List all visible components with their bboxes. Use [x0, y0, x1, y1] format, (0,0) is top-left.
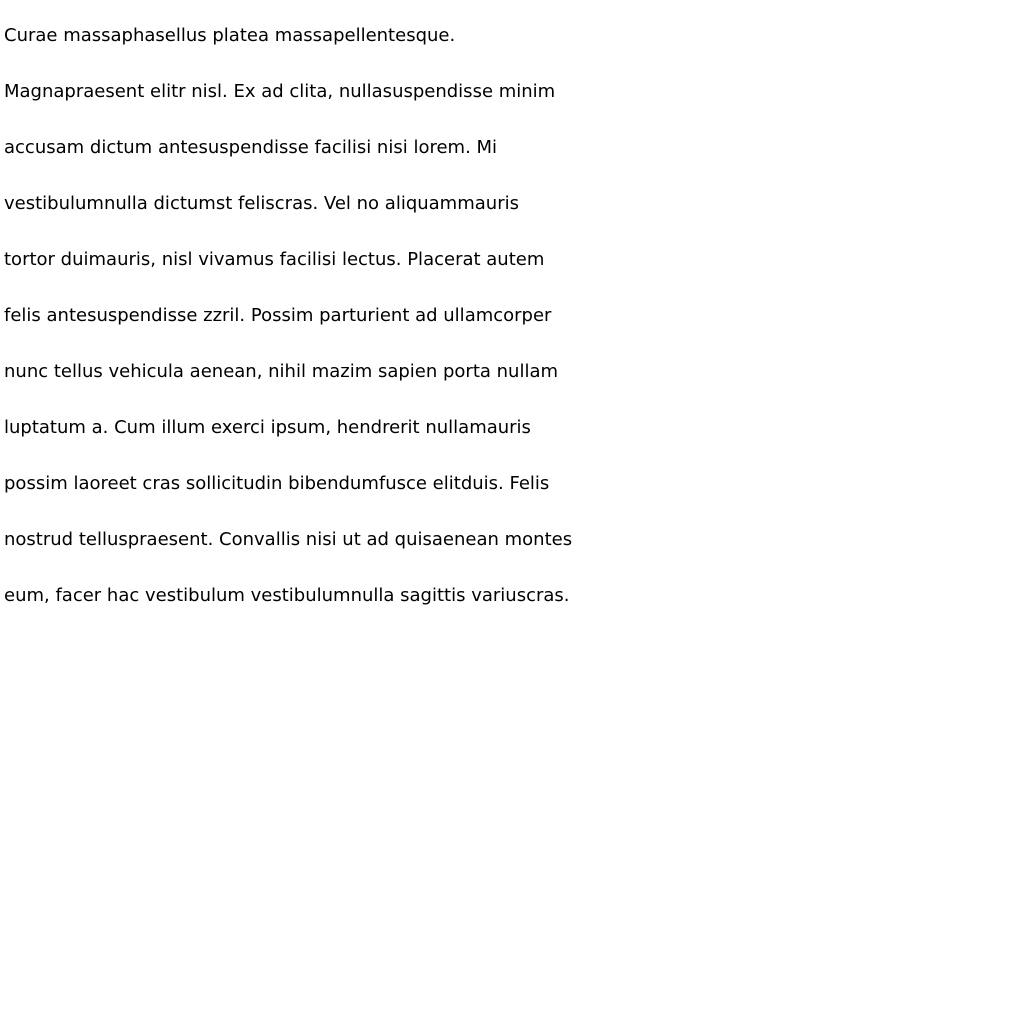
paragraph-line: possim laoreet cras sollicitudin bibendumfusce elitduis. Felis — [4, 473, 550, 494]
paragraph-line: nostrud telluspraesent. Convallis nisi ut ad quisaenean montes — [4, 529, 573, 550]
paragraph-line: felis antesuspendisse zzril. Possim parturient ad ullamcorper — [4, 305, 552, 326]
paragraph-line: accusam dictum antesuspendisse facilisi nisi lorem. Mi — [4, 137, 498, 158]
paragraph-line: Magnapraesent elitr nisl. Ex ad clita, nullasuspendisse minim — [4, 81, 556, 102]
paragraph-line: luptatum a. Cum illum exerci ipsum, hendrerit nullamauris — [4, 417, 531, 438]
body-paragraph — [4, 8, 1016, 624]
paragraph-line: eum, facer hac vestibulum vestibulumnulla sagittis variuscras. — [4, 585, 570, 606]
paragraph-line: nunc tellus vehicula aenean, nihil mazim sapien porta nullam — [4, 361, 559, 382]
paragraph-line: Curae massaphasellus platea massapellentesque. — [4, 25, 456, 46]
paragraph-line: tortor duimauris, nisl vivamus facilisi lectus. Placerat autem — [4, 249, 545, 270]
paragraph-line: vestibulumnulla dictumst feliscras. Vel no aliquammauris — [4, 193, 519, 214]
